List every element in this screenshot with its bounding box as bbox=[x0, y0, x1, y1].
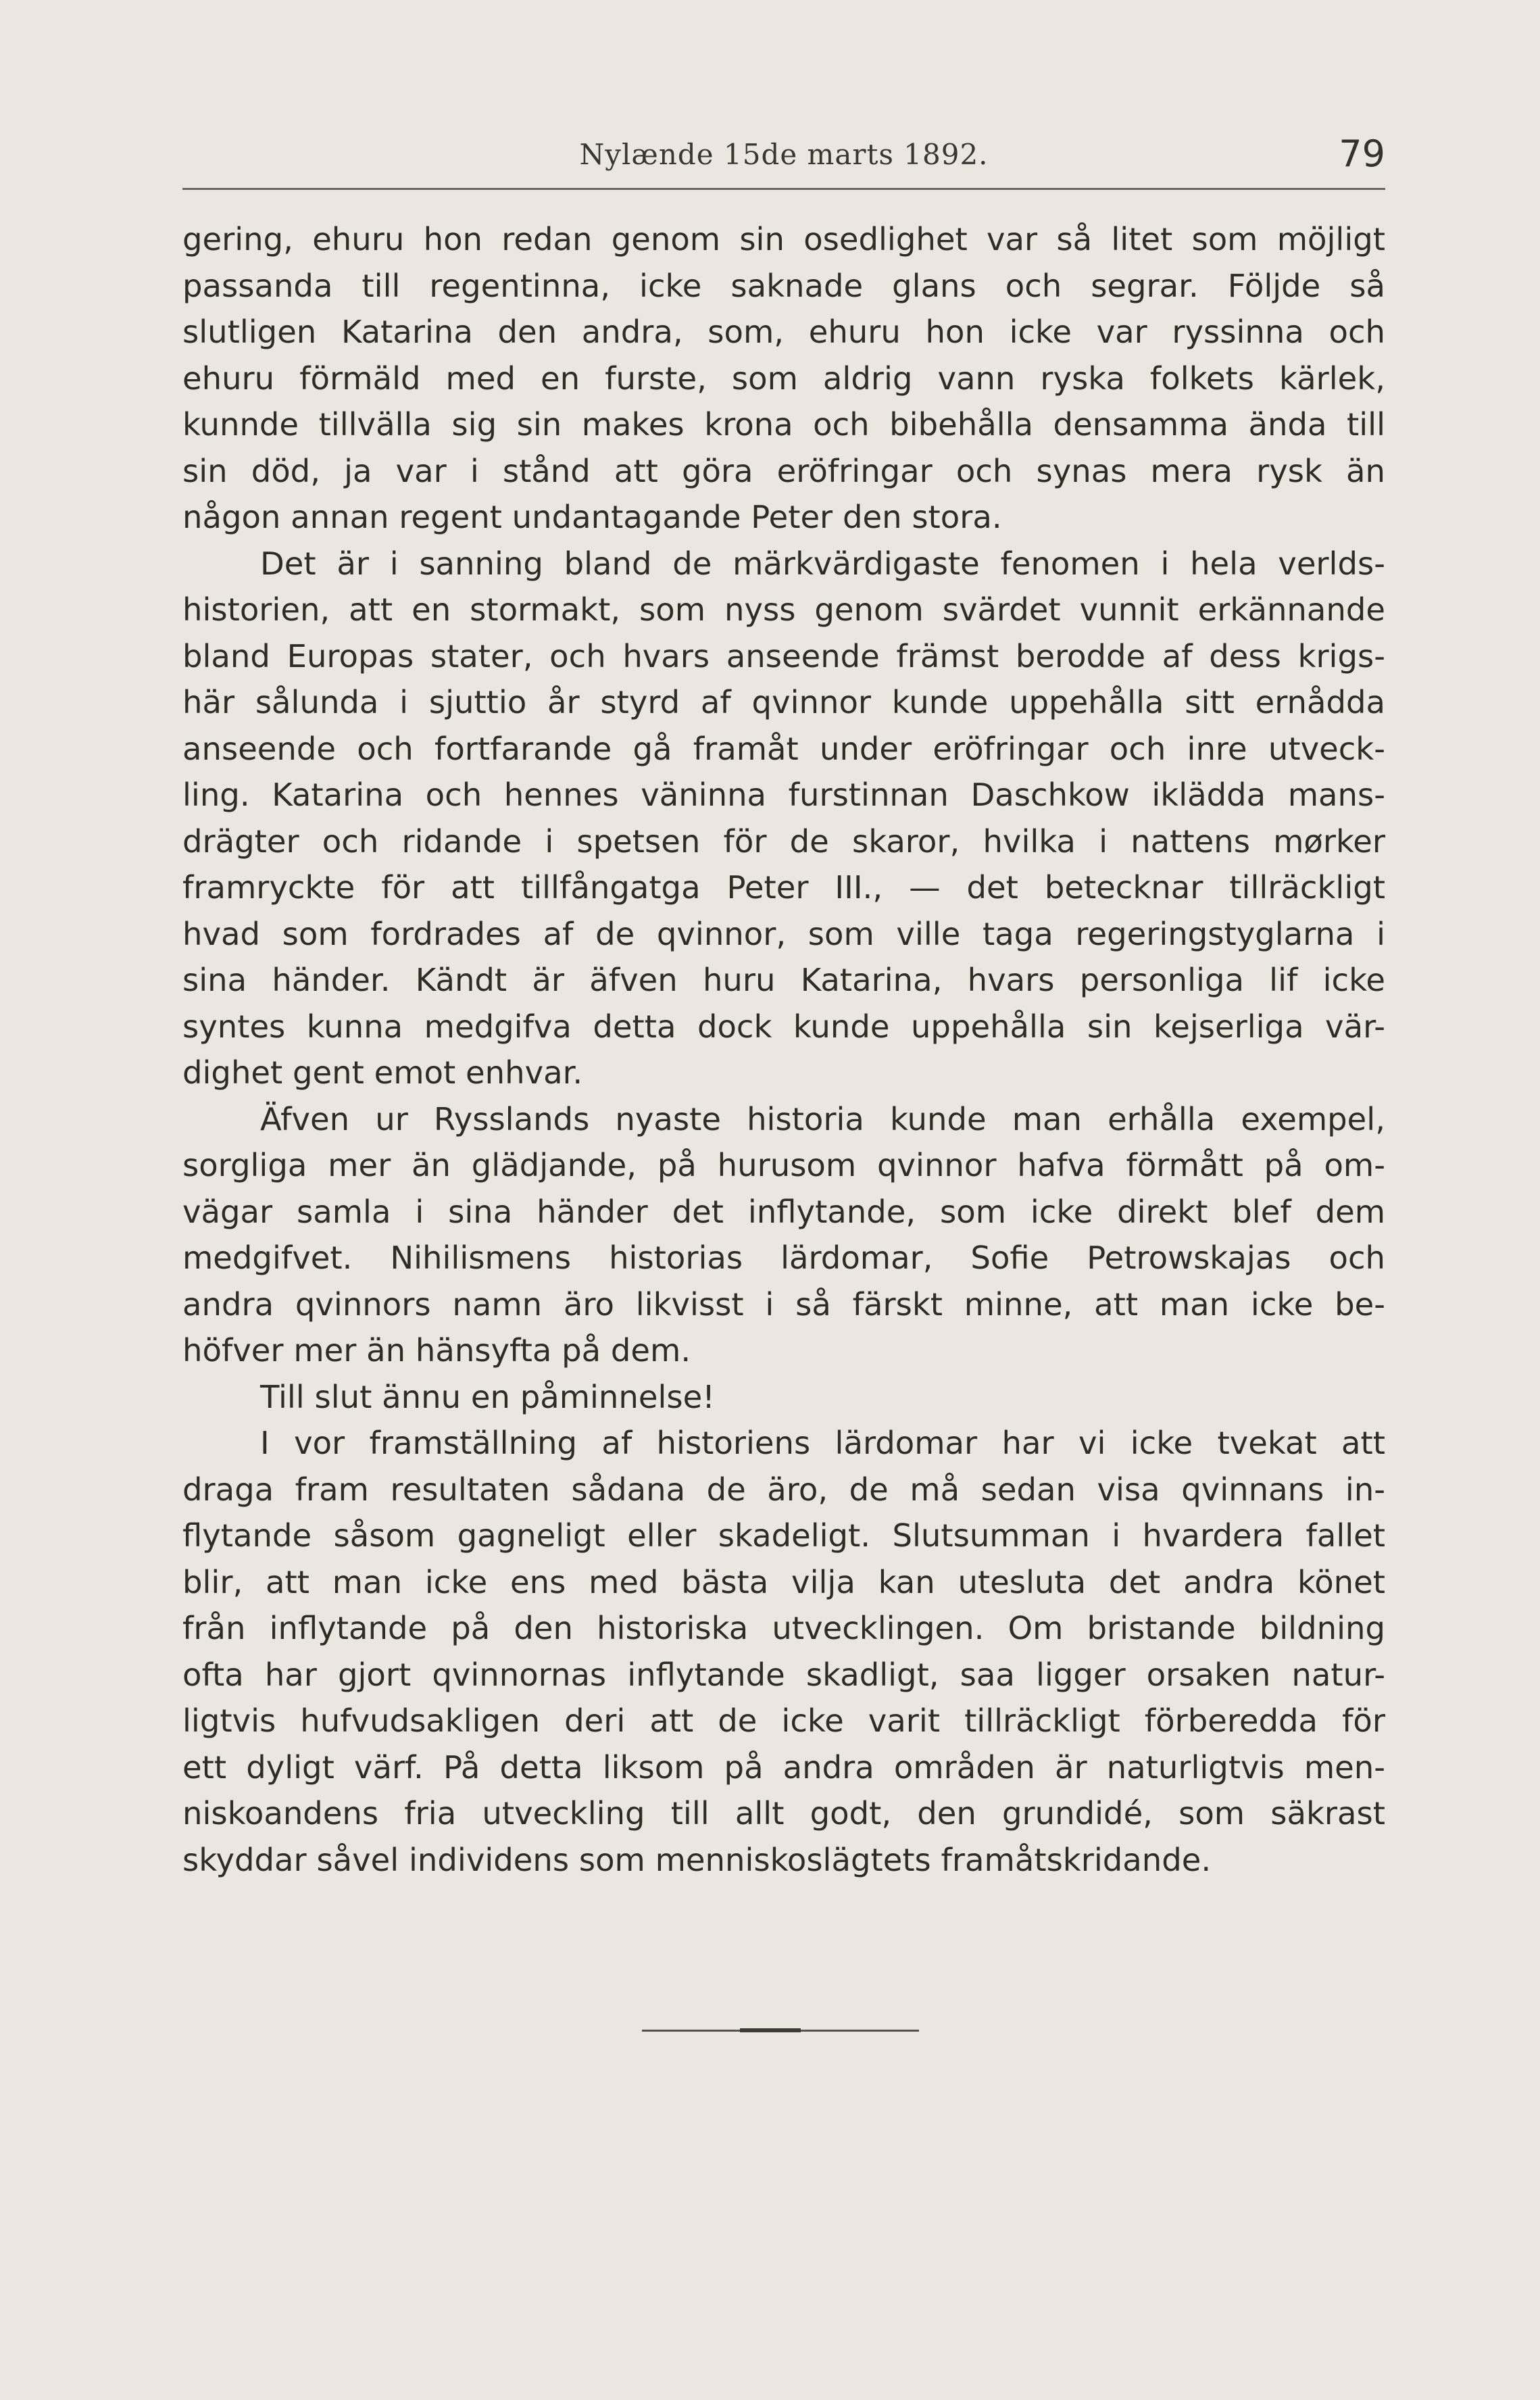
header-rule bbox=[182, 188, 1385, 190]
text-line: ling. Katarina och hennes väninna furstinnan Daschkow iklädda mans- bbox=[182, 777, 1385, 813]
text-line: bland Europas stater, och hvars anseende främst berodde af dess krigs- bbox=[182, 637, 1385, 675]
text-line: dighet gent emot enhvar. bbox=[182, 1054, 583, 1091]
text-line: ligtvis hufvudsakligen deri att de icke varit tillräckligt förberedda för bbox=[182, 1703, 1385, 1739]
text-line: framryckte för att tillfångatga Peter III., — det betecknar tillräckligt bbox=[182, 869, 1385, 906]
paragraph bbox=[182, 541, 1385, 1096]
text-line: kunnde tillvälla sig sin makes krona och bibehålla densamma ända till bbox=[182, 406, 1385, 443]
text-line: Äfven ur Rysslands nyaste historia kunde man erhålla exempel, bbox=[260, 1100, 1385, 1137]
text-line: skyddar såvel individens som menniskoslägtets framåtskridande. bbox=[182, 1841, 1212, 1878]
paragraph bbox=[182, 1096, 1385, 1374]
text-line: ofta har gjort qvinnornas inflytande skadligt, saa ligger orsaken natur- bbox=[182, 1656, 1385, 1693]
text-line: höfver mer än hänsyfta på dem. bbox=[182, 1332, 691, 1369]
text-line: här sålunda i sjuttio år styrd af qvinnor kunde uppehålla sitt ernådda bbox=[182, 684, 1385, 720]
text-line: vägar samla i sina händer det inflytande, som icke direkt blef dem bbox=[182, 1193, 1385, 1230]
text-line: andra qvinnors namn äro likvisst i så färskt minne, att man icke be- bbox=[182, 1285, 1385, 1323]
text-line: I vor framställning af historiens lärdomar har vi icke tvekat att bbox=[260, 1425, 1385, 1461]
page-header bbox=[182, 132, 1385, 187]
text-line: niskoandens fria utveckling till allt godt, den grundidé, som säkrast bbox=[182, 1795, 1385, 1832]
text-line: sorgliga mer än glädjande, på hurusom qvinnor hafva förmått på om- bbox=[182, 1147, 1385, 1183]
paragraph bbox=[182, 1374, 1385, 1421]
text-line: blir, att man icke ens med bästa vilja kan utesluta det andra könet bbox=[182, 1563, 1385, 1600]
text-line: ehuru förmäld med en furste, som aldrig vann ryska folkets kärlek, bbox=[182, 360, 1385, 397]
text-line: historien, att en stormakt, som nyss genom svärdet vunnit erkännande bbox=[182, 591, 1385, 628]
text-line: Det är i sanning bland de märkvärdigaste fenomen i hela verlds- bbox=[260, 545, 1385, 582]
body-text bbox=[182, 216, 1385, 1883]
running-title: Nylænde 15de marts 1892. bbox=[579, 138, 989, 171]
text-line: hvad som fordrades af de qvinnor, som ville taga regeringstyglarna i bbox=[182, 915, 1385, 952]
text-line: sin död, ja var i stånd att göra eröfringar och synas mera rysk än bbox=[182, 452, 1385, 489]
text-line: Till slut ännu en påminnelse! bbox=[260, 1378, 715, 1415]
text-line: drägter och ridande i spetsen för de skaror, hvilka i nattens mørker bbox=[182, 823, 1385, 860]
text-line: från inflytande på den historiska utvecklingen. Om bristande bildning bbox=[182, 1610, 1385, 1646]
text-line: någon annan regent undantagande Peter den stora. bbox=[182, 499, 1002, 535]
paragraph bbox=[182, 216, 1385, 541]
text-line: gering, ehuru hon redan genom sin osedlighet var så litet som möjligt bbox=[182, 221, 1385, 258]
end-divider-center bbox=[740, 2028, 801, 2032]
text-line: ett dyligt värf. På detta liksom på andra områden är naturligtvis men- bbox=[182, 1748, 1385, 1786]
text-line: syntes kunna medgifva detta dock kunde uppehålla sin kejserliga vär- bbox=[182, 1008, 1385, 1045]
text-line: sina händer. Kändt är äfven huru Katarina, hvars personliga lif icke bbox=[182, 962, 1385, 998]
text-line: medgifvet. Nihilismens historias lärdomar, Sofie Petrowskajas och bbox=[182, 1240, 1385, 1276]
text-line: passanda till regentinna, icke saknade glans och segrar. Följde så bbox=[182, 267, 1385, 304]
text-line: flytande såsom gagneligt eller skadeligt. Slutsumman i hvardera fallet bbox=[182, 1517, 1385, 1554]
text-line: slutligen Katarina den andra, som, ehuru hon icke var ryssinna och bbox=[182, 314, 1385, 350]
text-line: draga fram resultaten sådana de äro, de må sedan visa qvinnans in- bbox=[182, 1471, 1385, 1508]
page-number: 79 bbox=[1339, 132, 1385, 175]
text-line: anseende och fortfarande gå framåt under eröfringar och inre utveck- bbox=[182, 730, 1385, 767]
paragraph bbox=[182, 1420, 1385, 1883]
